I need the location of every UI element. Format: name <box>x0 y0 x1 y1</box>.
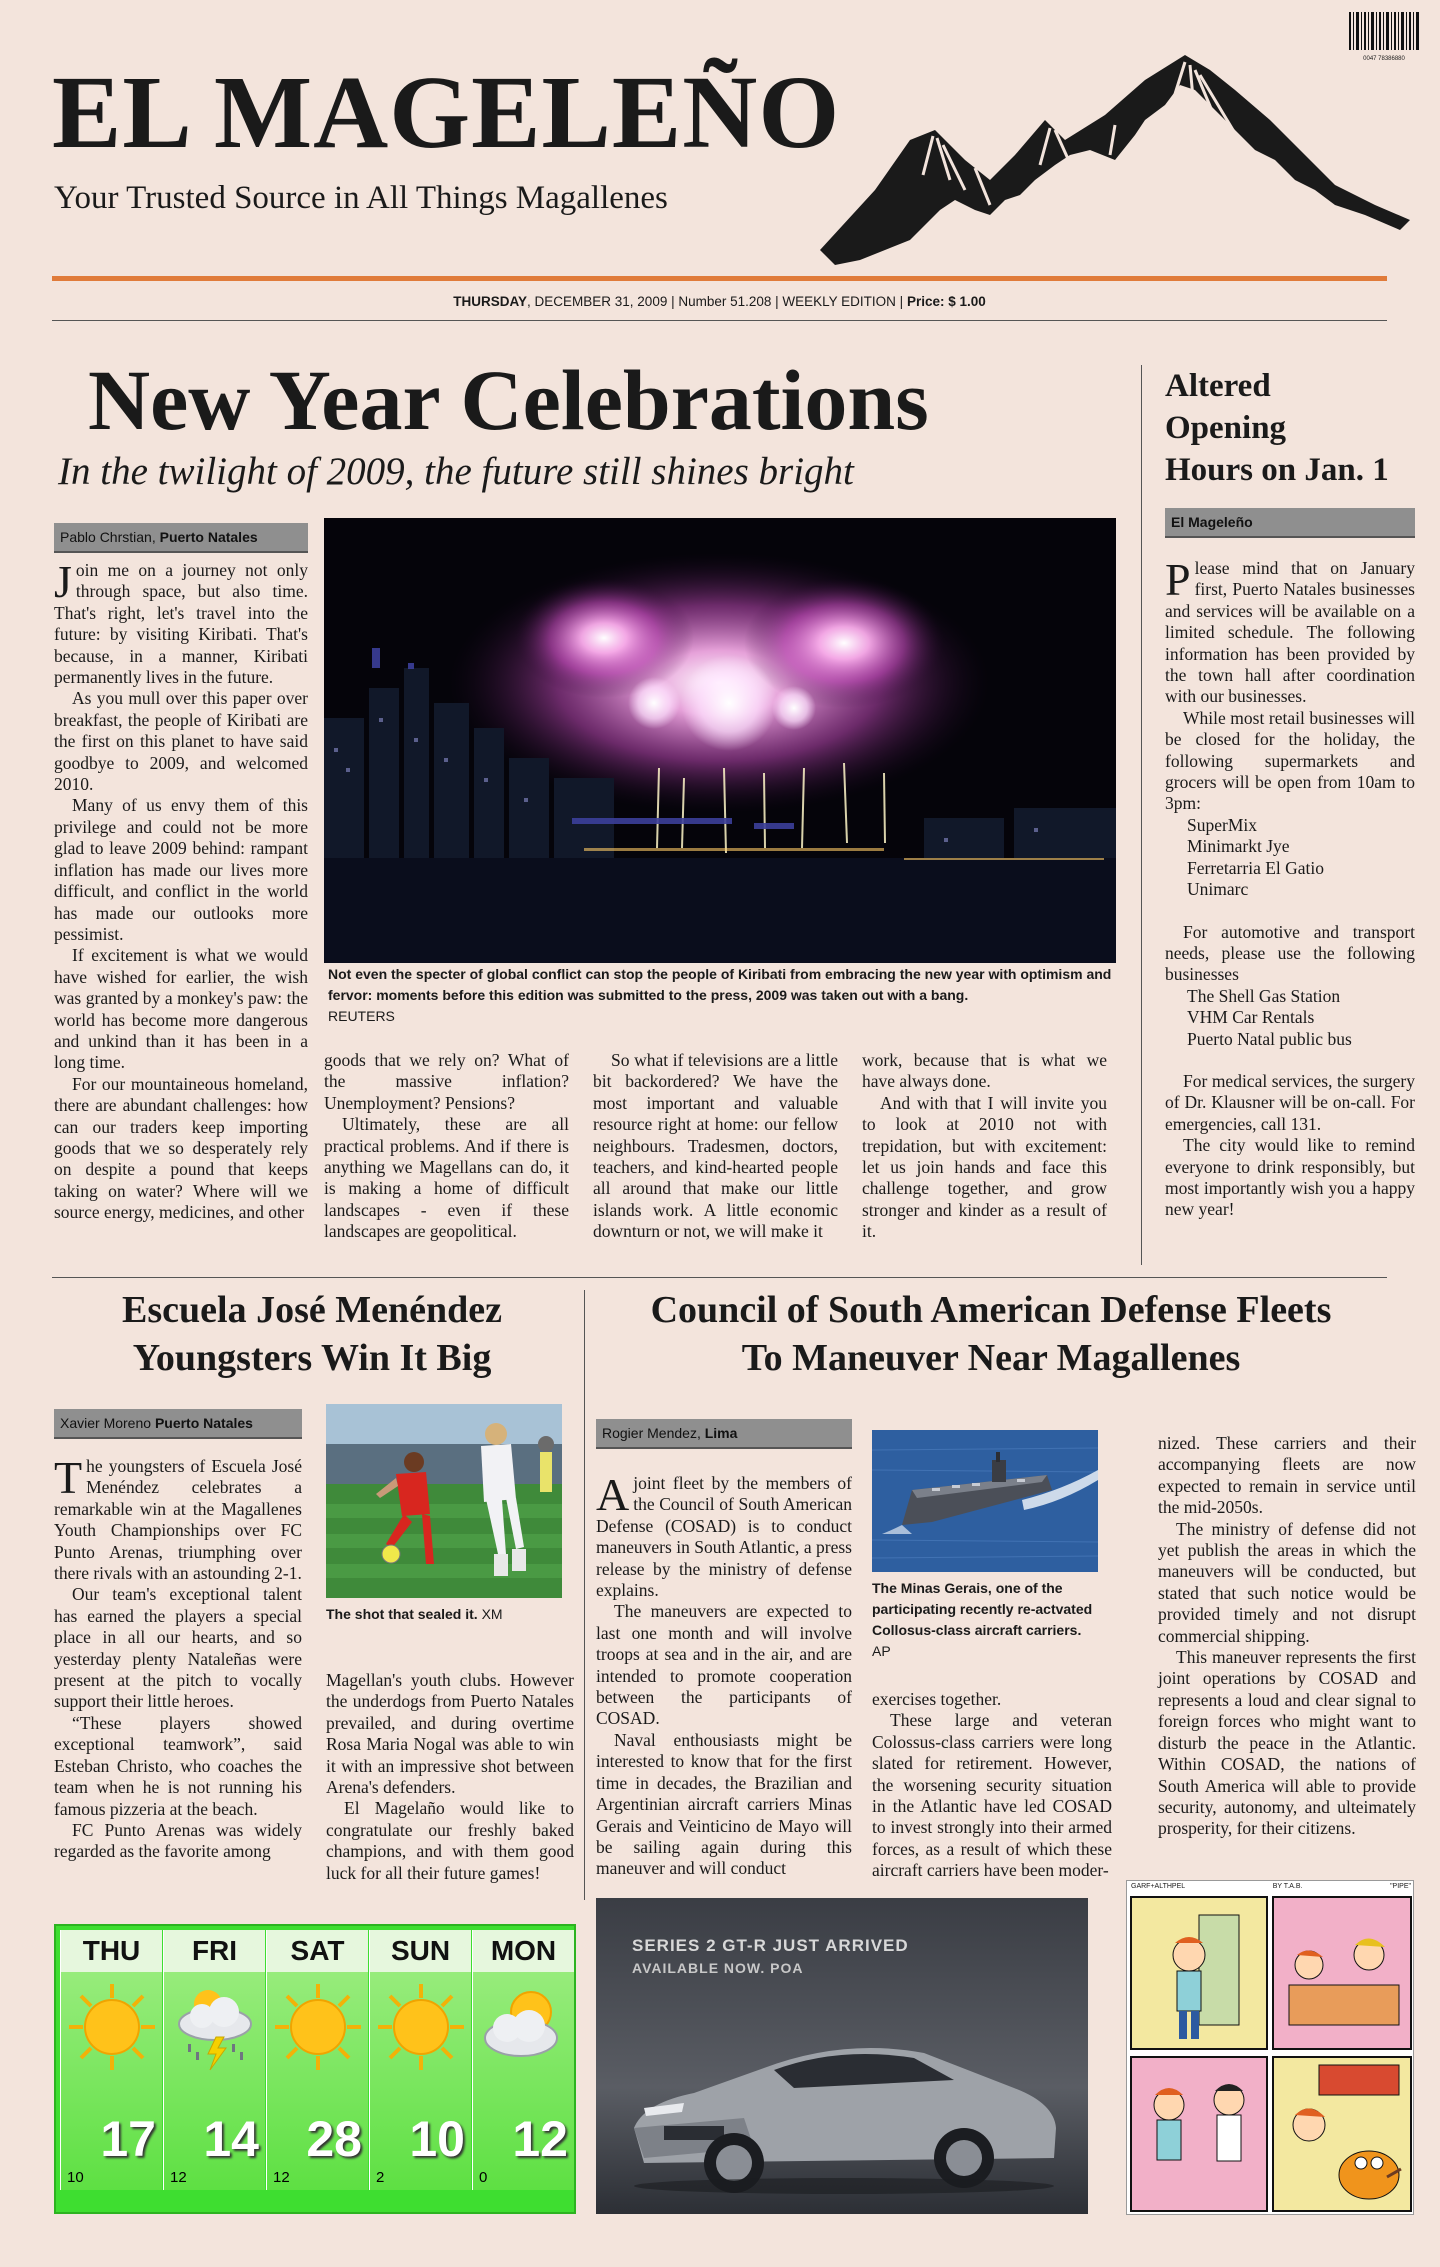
dateline-day: THURSDAY <box>453 294 528 309</box>
lead-dropcap: J <box>54 556 72 607</box>
weather-high: 17 <box>100 2111 156 2167</box>
sidebar-body <box>1165 554 1415 1221</box>
sidebar-para4: For medical services, the surgery of Dr. Klausner will be on-call. For emergencies, call 131. <box>1165 1070 1415 1134</box>
lead-col1-p1: oin me on a journey not only through space, but also time. That's right, let's travel into the future: by visiting Kiribati. That's because, in a manner, Kiribati permanently lives in the future. <box>54 560 308 688</box>
sidebar-byline <box>1165 508 1415 538</box>
sidebar-para5: The city would like to remind everyone to drink responsibly, but most importantly wish you a happy new year! <box>1165 1135 1415 1220</box>
car-illustration <box>624 2008 1064 2198</box>
defense-col3-p1: nized. These carriers and their accompanying fleets are now expected to remain in service until the mid-2050s. <box>1158 1433 1416 1518</box>
sun-icon <box>273 1982 363 2072</box>
sidebar-byline-text: El Mageleño <box>1171 514 1253 530</box>
mountains-logo <box>815 40 1415 300</box>
bottom-divider <box>584 1290 585 1900</box>
weather-low: 2 <box>376 2169 385 2186</box>
soccer-col1-p4: FC Punto Arenas was widely regarded as the favorite among <box>54 1819 302 1862</box>
sidebar-headline-line1: Altered Opening <box>1165 368 1287 446</box>
defense-caption-text: The Minas Gerais, one of the participating recently re-actvated Collosus-class aircraft carriers. <box>872 1580 1093 1638</box>
lead-caption-text: Not even the specter of global conflict can stop the people of Kiribati from embracing the new year with optimism and fervor: moments before this edition was submitted to the press, 2009 was taken out with a bang. <box>328 966 1112 1003</box>
weather-day-sun <box>369 1930 471 2190</box>
weather-day-name: SAT <box>267 1930 368 1972</box>
sidebar-para1: lease mind that on January first, Puerto Natales businesses and services will be available on a limited schedule. The following information has been provided by the town hall after coordination with our businesses. <box>1165 558 1415 707</box>
ad-line-2: AVAILABLE NOW. POA <box>632 1960 804 1976</box>
ad-line-1: SERIES 2 GT-R JUST ARRIVED <box>632 1936 909 1955</box>
transport-item: VHM Car Rentals <box>1187 1007 1315 1028</box>
transport-list <box>1165 986 1415 1050</box>
comic-header-mid: BY T.A.B. <box>1272 1883 1303 1890</box>
comic-header <box>1131 1883 1411 1890</box>
sidebar-headline <box>1165 365 1395 491</box>
section-rule <box>52 1277 1387 1278</box>
defense-col1-p3: Naval enthousiasts might be interested to know that for the first time in decades, the Brazilian and Argentinian aircraft carriers Minas Gerais and Veinticino de Mayo will be sailing again during this maneuver and will conduct <box>596 1729 852 1879</box>
lead-caption-credit: REUTERS <box>328 1008 395 1024</box>
lead-byline-place: Puerto Natales <box>159 529 258 545</box>
lead-column-3 <box>593 1050 838 1243</box>
weather-low: 12 <box>273 2169 290 2186</box>
weather-day-name: THU <box>61 1930 162 1972</box>
weather-low: 12 <box>170 2169 187 2186</box>
grocer-item: Minimarkt Jye <box>1187 836 1290 857</box>
defense-caption <box>872 1578 1102 1662</box>
comic-header-right: "PIPE" <box>1390 1883 1411 1890</box>
comic-panels <box>1129 1895 1413 2213</box>
soccer-col1-p1: he youngsters of Escuela José Menéndez celebrates a remarkable win at the Magallenes Youth Championships over FC Punto Arenas, triumphing over there rivals with an astounding 2-1. <box>54 1456 302 1584</box>
carrier-illustration <box>872 1430 1098 1572</box>
soccer-illustration <box>326 1404 562 1598</box>
sidebar-para2: While most retail businesses will be closed for the holiday, the following supermarkets and grocers will be open from 10am to 3pm: <box>1165 707 1415 814</box>
defense-col2-p2: These large and veteran Colossus-class carriers were long slated for retirement. However, the worsening security situation in the Atlantic have led COSAD to invest strongly into their armed forces, as a result of which these aircraft carriers have been moder- <box>872 1710 1112 1881</box>
weather-day-thu <box>60 1930 162 2190</box>
defense-dropcap: A <box>596 1469 630 1520</box>
defense-col1-p2: The maneuvers are expected to last one month and will involve troops at sea and in the air, and are intended to promote cooperation between the participants of COSAD. <box>596 1601 852 1729</box>
partly-cloudy-icon <box>479 1982 569 2072</box>
lead-caption <box>328 964 1118 1027</box>
car-ad <box>596 1898 1088 2214</box>
storm-icon <box>170 1982 260 2072</box>
defense-col3-p2: The ministry of defense did not yet publish the areas in which the maneuvers will be conducted, but stated that such notice would be provided timely and not disrupt commercial shipping. <box>1158 1518 1416 1646</box>
defense-column-1 <box>596 1469 852 1880</box>
soccer-byline <box>54 1409 302 1439</box>
soccer-col1-p2: Our team's exceptional talent has earned the players a special place in all our hearts, and so yesterday plenty Natalеñas were present at the pitch to vocally support their little heroes. <box>54 1584 302 1712</box>
lead-column-2 <box>324 1050 569 1243</box>
soccer-col2-p1: Magellan's youth clubs. However the underdogs from Puerto Natales prevailed, and during overtime Rosa Maria Nogal was able to win it with an impressive shot between Arena's defenders. <box>326 1670 574 1798</box>
lead-col2-p1: goods that we rely on? What of the massive inflation? Unemployment? Pensions? <box>324 1050 569 1113</box>
masthead-tagline: Your Trusted Source in All Things Magallenes <box>54 180 668 216</box>
soccer-col2-p2: El Magelaño would like to congratulate our freshly baked champions, and with them good luck for all their future games! <box>326 1798 574 1883</box>
lead-byline <box>54 523 308 553</box>
sun-icon <box>376 1982 466 2072</box>
masthead-title: EL MAGELEÑO <box>52 55 841 170</box>
masthead <box>0 0 1440 330</box>
weather-day-mon <box>472 1930 574 2190</box>
fireworks-photo <box>324 518 1116 963</box>
soccer-col1-p3: “These players showed exceptional teamwork”, said Esteban Christo, who coaches the team when he is not running his famous pizzeria at the beach. <box>54 1712 302 1819</box>
soccer-byline-author: Xavier Moreno <box>60 1415 155 1431</box>
lead-col3-p1: So what if televisions are a little bit backordered? We have the most important and valuable resource right at home: our fellow neighbours. Tradesmen, doctors, teachers, and kind-hearted people all around that make our little islands work. A little economic downturn or not, we will make it <box>593 1050 838 1242</box>
weather-day-name: MON <box>473 1930 574 1972</box>
defense-column-3 <box>1158 1433 1416 1840</box>
defense-byline <box>596 1419 852 1449</box>
dateline-rest: , DECEMBER 31, 2009 | Number 51.208 | WEEKLY EDITION | <box>527 294 907 309</box>
lead-col1-p2: As you mull over this paper over breakfast, the people of Kiribati are the first on this planet to have said goodbye to 2009, and welcomed 2010. <box>54 688 308 795</box>
weather-high: 10 <box>409 2111 465 2167</box>
soccer-headline <box>52 1286 572 1382</box>
grocer-list <box>1165 815 1415 901</box>
weather-low: 0 <box>479 2169 488 2186</box>
soccer-column-2 <box>326 1670 574 1884</box>
barcode-number: 0047 78386880 <box>1363 56 1405 62</box>
soccer-byline-place: Puerto Natales <box>154 1415 253 1431</box>
soccer-caption-text: The shot that sealed it. <box>326 1606 478 1622</box>
weather-day-name: FRI <box>164 1930 265 1972</box>
price-label: Price: $ 1.00 <box>906 294 986 309</box>
soccer-dropcap: T <box>54 1452 83 1503</box>
weather-high: 14 <box>203 2111 259 2167</box>
defense-col2-p1: exercises together. <box>872 1689 1002 1709</box>
carrier-photo <box>872 1430 1098 1572</box>
comic-header-left: GARF+ALTHPEL <box>1131 1883 1186 1890</box>
grocer-item: Unimarc <box>1187 879 1249 900</box>
soccer-caption-credit: XM <box>477 1606 503 1622</box>
dateline-rule <box>52 320 1387 321</box>
soccer-headline-line1: Escuela José Menéndez <box>122 1289 502 1331</box>
defense-headline-line1: Council of South American Defense Fleets <box>650 1289 1332 1331</box>
sidebar-divider <box>1141 365 1142 1265</box>
weather-low: 10 <box>67 2169 84 2186</box>
weather-widget <box>54 1924 576 2214</box>
lead-col1-p4: If excitement is what we would have wished for earlier, the wish was granted by a monkey's paw: the world has become more dangerous and unkind than it has been in a long time. <box>54 945 308 1073</box>
defense-byline-place: Lima <box>704 1425 738 1441</box>
soccer-column-1 <box>54 1452 302 1863</box>
lead-col2-p2: Ultimately, these are all practical problems. And if there is anything we Magellans can do, it is making a home of difficult landscapes - even if these landscapes are geopolitical. <box>324 1114 569 1242</box>
accent-rule <box>52 276 1387 281</box>
weather-high: 12 <box>512 2111 568 2167</box>
defense-col3-p3: This maneuver represents the first joint operations by COSAD and represents a loud and clear signal to foreign forces who might want to disturb the peace in the Atlantic. Within COSAD, the nations of South America will able to provide security, autonomy, and ulteimately prosperity, for their citizens. <box>1158 1647 1416 1839</box>
lead-headline: New Year Celebrations <box>88 352 929 448</box>
weather-day-name: SUN <box>370 1930 471 1972</box>
sidebar-para3: For automotive and transport needs, please use the following businesses <box>1165 921 1415 985</box>
lead-column-4 <box>862 1050 1107 1243</box>
weather-high: 28 <box>306 2111 362 2167</box>
weather-day-fri <box>163 1930 265 2190</box>
fireworks-illustration <box>324 518 1116 963</box>
lead-col4-p2: And with that I will invite you to look at 2010 not with trepidation, but with excitement: let us join hands and face this challenge together, and grow stronger and kinder as a result of it. <box>862 1092 1107 1242</box>
soccer-caption <box>326 1604 566 1625</box>
defense-byline-author: Rogier Mendez, <box>602 1425 705 1441</box>
grocer-item: SuperMix <box>1187 814 1257 835</box>
barcode-bars <box>1348 12 1420 50</box>
lead-byline-author: Pablo Chrstian, <box>60 529 160 545</box>
defense-headline-line2: To Maneuver Near Magallenes <box>741 1337 1241 1379</box>
sidebar-dropcap: P <box>1165 554 1191 605</box>
transport-item: Puerto Natal public bus <box>1187 1028 1352 1049</box>
soccer-photo <box>326 1404 562 1598</box>
grocer-item: Ferretarria El Gatio <box>1187 857 1325 878</box>
dateline <box>52 294 1387 309</box>
soccer-headline-line2: Youngsters Win It Big <box>132 1337 492 1379</box>
defense-headline <box>596 1286 1386 1382</box>
transport-item: The Shell Gas Station <box>1187 985 1341 1006</box>
comic-strip <box>1126 1880 1414 2215</box>
lead-col1-p3: Many of us envy them of this privilege and could not be more glad to leave 2009 behind: rampant inflation has made our lives more difficult, and conflict in the world has made our outlooks more pessimist. <box>54 795 308 944</box>
defense-column-2 <box>872 1689 1112 1882</box>
sidebar-headline-line2: Hours on Jan. 1 <box>1165 452 1389 488</box>
barcode <box>1348 12 1420 60</box>
lead-column-1 <box>54 556 308 1224</box>
weather-day-sat <box>266 1930 368 2190</box>
defense-col1-p1: joint fleet by the members of the Council of South American Defense (COSAD) is to conduct maneuvers in South Atlantic, a press release by the ministry of defense explains. <box>596 1473 852 1601</box>
sun-icon <box>67 1982 157 2072</box>
lead-col4-p1: work, because that is what we have always done. <box>862 1050 1107 1092</box>
lead-col1-p5: For our mountaineous homeland, there are abundant challenges: how can our traders keep importing goods that we so desperately rely on despite a pound that keeps taking on water? Where will we source energy, medicines, and other <box>54 1073 308 1223</box>
defense-caption-credit: AP <box>872 1643 891 1659</box>
lead-subhead: In the twilight of 2009, the future still shines bright <box>58 450 854 493</box>
